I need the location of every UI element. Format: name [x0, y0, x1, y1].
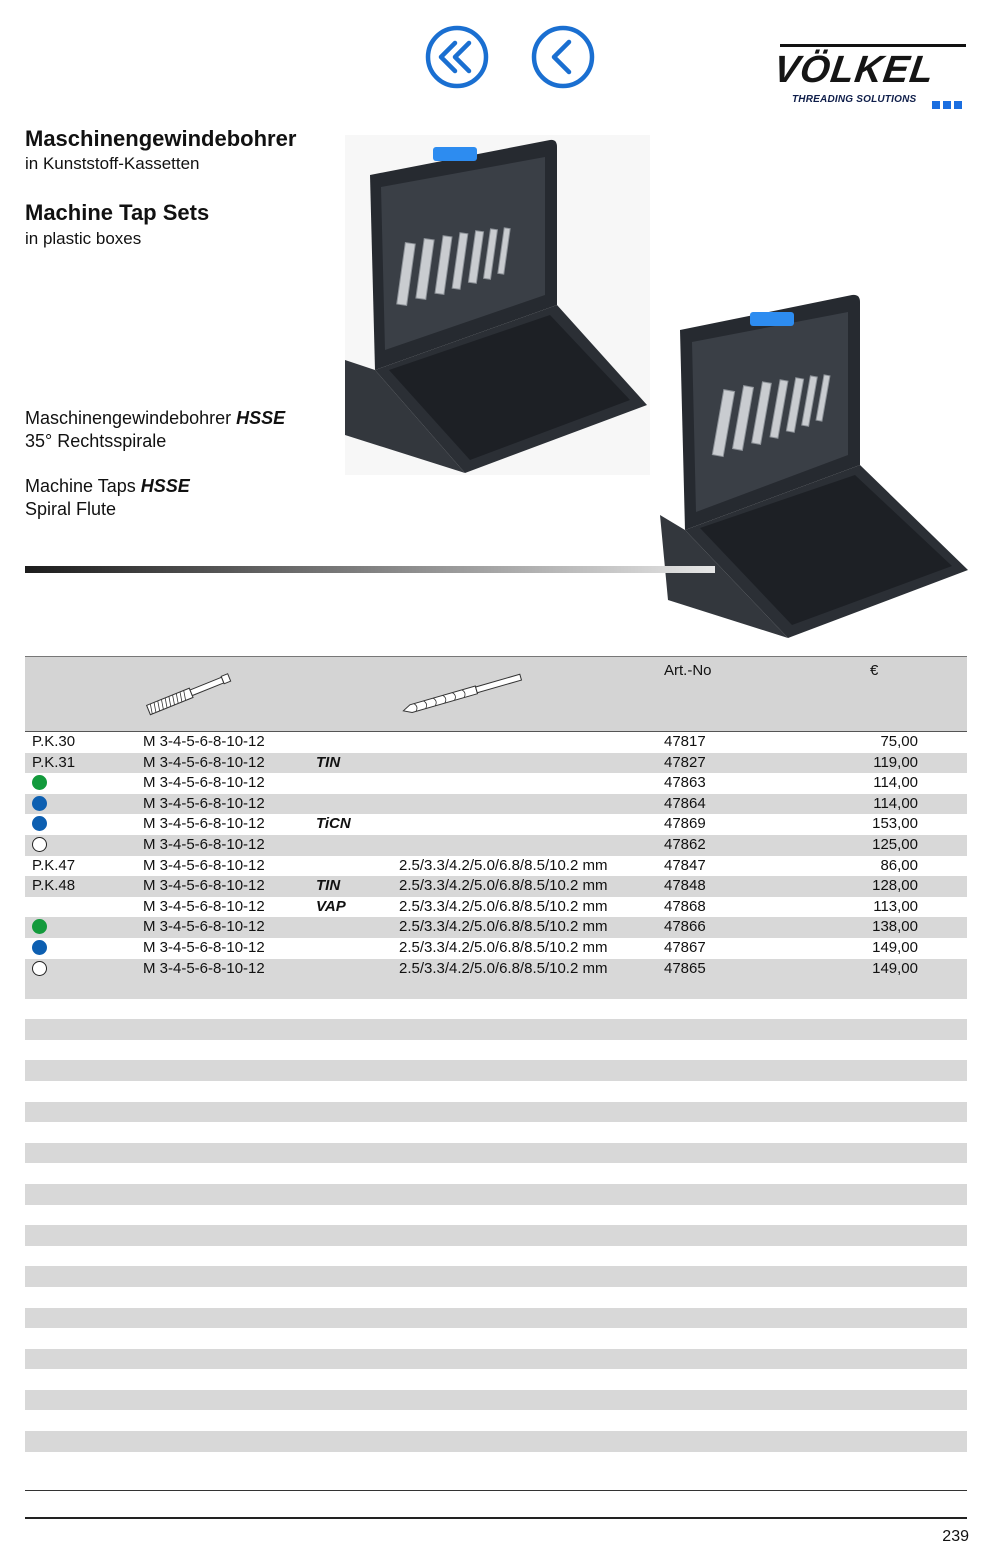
empty-row	[25, 999, 967, 1020]
row-article-number: 47869	[664, 815, 706, 833]
empty-row	[25, 1452, 967, 1473]
brand-tagline: THREADING SOLUTIONS	[792, 94, 917, 105]
logo-squares	[932, 96, 965, 114]
page-number: 239	[942, 1528, 969, 1545]
empty-row	[25, 1390, 967, 1411]
color-dot-green	[32, 919, 47, 934]
table-row	[25, 773, 967, 794]
row-article-number: 47863	[664, 774, 706, 792]
row-price: 128,00	[872, 877, 918, 895]
row-id: P.K.47	[32, 856, 76, 874]
row-thread-sizes: M 3-4-5-6-8-10-12	[143, 918, 265, 936]
product-image-tap-box	[345, 135, 650, 475]
table-row	[25, 732, 967, 753]
double-chevron-left-icon	[425, 25, 489, 89]
empty-row	[25, 1040, 967, 1061]
twist-drill-icon	[397, 671, 527, 717]
description-line-4: Spiral Flute	[25, 499, 117, 519]
row-drill-sizes: 2.5/3.3/4.2/5.0/6.8/8.5/10.2 mm	[399, 856, 608, 874]
row-drill-sizes: 2.5/3.3/4.2/5.0/6.8/8.5/10.2 mm	[399, 959, 608, 977]
table-row	[25, 794, 967, 815]
row-price: 149,00	[872, 938, 918, 956]
empty-row	[25, 1081, 967, 1102]
row-article-number: 47827	[664, 753, 706, 771]
row-thread-sizes: M 3-4-5-6-8-10-12	[143, 938, 265, 956]
table-row	[25, 856, 967, 877]
logo-bar	[780, 44, 966, 47]
table-row	[25, 835, 967, 856]
table-row	[25, 938, 967, 959]
empty-row	[25, 1143, 967, 1164]
row-thread-sizes: M 3-4-5-6-8-10-12	[143, 897, 265, 915]
empty-row	[25, 1328, 967, 1349]
empty-row	[25, 1410, 967, 1431]
row-article-number: 47847	[664, 856, 706, 874]
table-row	[25, 959, 967, 980]
row-article-number: 47817	[664, 733, 706, 750]
column-header-price: €	[870, 662, 879, 679]
column-header-art-no: Art.-No	[664, 662, 712, 679]
row-price: 125,00	[872, 835, 918, 853]
description-line-2: 35° Rechtsspirale	[25, 431, 167, 451]
subtitle-german: in Kunststoff-Kassetten	[25, 154, 200, 173]
empty-row	[25, 1369, 967, 1390]
empty-row	[25, 1349, 967, 1370]
color-dot-white	[32, 961, 47, 976]
row-drill-sizes: 2.5/3.3/4.2/5.0/6.8/8.5/10.2 mm	[399, 877, 608, 895]
color-dot-white	[32, 837, 47, 852]
chevron-left-icon	[531, 25, 595, 89]
product-image-tap-drill-box	[660, 290, 972, 640]
empty-row	[25, 1266, 967, 1287]
row-price: 75,00	[880, 733, 918, 750]
row-price: 114,00	[873, 794, 918, 812]
first-page-button[interactable]	[425, 25, 489, 89]
color-dot-green	[32, 775, 47, 790]
row-article-number: 47862	[664, 835, 706, 853]
row-article-number: 47865	[664, 959, 706, 977]
row-price: 138,00	[872, 918, 918, 936]
previous-page-button[interactable]	[531, 25, 595, 89]
table-header	[25, 656, 967, 732]
row-price: 114,00	[873, 774, 918, 792]
empty-row	[25, 1205, 967, 1226]
row-coating: VAP	[316, 897, 346, 915]
empty-row	[25, 1060, 967, 1081]
table-row	[25, 897, 967, 918]
row-coating: TiCN	[316, 815, 351, 833]
empty-row	[25, 1163, 967, 1184]
empty-row	[25, 1287, 967, 1308]
row-coating: TIN	[316, 753, 341, 771]
empty-row	[25, 1122, 967, 1143]
table-body	[25, 732, 967, 979]
color-dot-blue	[32, 940, 47, 955]
row-thread-sizes: M 3-4-5-6-8-10-12	[143, 959, 265, 977]
row-price: 113,00	[873, 897, 918, 915]
row-drill-sizes: 2.5/3.3/4.2/5.0/6.8/8.5/10.2 mm	[399, 938, 608, 956]
table-row	[25, 917, 967, 938]
empty-row-stripes	[25, 978, 967, 1472]
row-thread-sizes: M 3-4-5-6-8-10-12	[143, 753, 265, 771]
title-german: Maschinengewindebohrer	[25, 126, 297, 151]
section-divider	[25, 566, 715, 573]
row-id: P.K.48	[32, 877, 76, 895]
row-price: 149,00	[872, 959, 918, 977]
description-line-3: Machine Taps HSSE	[25, 476, 190, 496]
row-thread-sizes: M 3-4-5-6-8-10-12	[143, 815, 265, 833]
row-price: 119,00	[873, 753, 918, 771]
table-row	[25, 876, 967, 897]
row-article-number: 47867	[664, 938, 706, 956]
color-dot-blue	[32, 816, 47, 831]
brand-logo	[772, 44, 970, 110]
description-line-1: Maschinengewindebohrer HSSE	[25, 408, 286, 428]
table-row	[25, 814, 967, 835]
row-thread-sizes: M 3-4-5-6-8-10-12	[143, 856, 265, 874]
brand-name: VÖLKEL	[771, 49, 938, 91]
row-drill-sizes: 2.5/3.3/4.2/5.0/6.8/8.5/10.2 mm	[399, 918, 608, 936]
empty-row	[25, 1102, 967, 1123]
empty-row	[25, 1225, 967, 1246]
subtitle-english: in plastic boxes	[25, 229, 142, 248]
row-coating: TIN	[316, 877, 341, 895]
row-thread-sizes: M 3-4-5-6-8-10-12	[143, 794, 265, 812]
row-article-number: 47868	[664, 897, 706, 915]
color-dot-blue	[32, 796, 47, 811]
product-table	[25, 656, 967, 979]
row-price: 153,00	[872, 815, 918, 833]
empty-row	[25, 1308, 967, 1329]
footer-rule-thin	[25, 1490, 967, 1491]
empty-row	[25, 1184, 967, 1205]
row-article-number: 47848	[664, 877, 706, 895]
row-thread-sizes: M 3-4-5-6-8-10-12	[143, 835, 265, 853]
row-id: P.K.31	[32, 753, 76, 771]
row-thread-sizes: M 3-4-5-6-8-10-12	[143, 733, 265, 750]
row-article-number: 47864	[664, 794, 706, 812]
empty-row	[25, 1019, 967, 1040]
empty-row	[25, 1431, 967, 1452]
title-english: Machine Tap Sets	[25, 200, 210, 225]
row-thread-sizes: M 3-4-5-6-8-10-12	[143, 774, 265, 792]
empty-row	[25, 978, 967, 999]
machine-tap-icon	[143, 663, 233, 723]
row-thread-sizes: M 3-4-5-6-8-10-12	[143, 877, 265, 895]
footer-rule	[25, 1517, 967, 1519]
empty-row	[25, 1246, 967, 1267]
row-article-number: 47866	[664, 918, 706, 936]
row-drill-sizes: 2.5/3.3/4.2/5.0/6.8/8.5/10.2 mm	[399, 897, 608, 915]
row-id: P.K.30	[32, 733, 76, 750]
row-price: 86,00	[880, 856, 918, 874]
table-row	[25, 753, 967, 774]
